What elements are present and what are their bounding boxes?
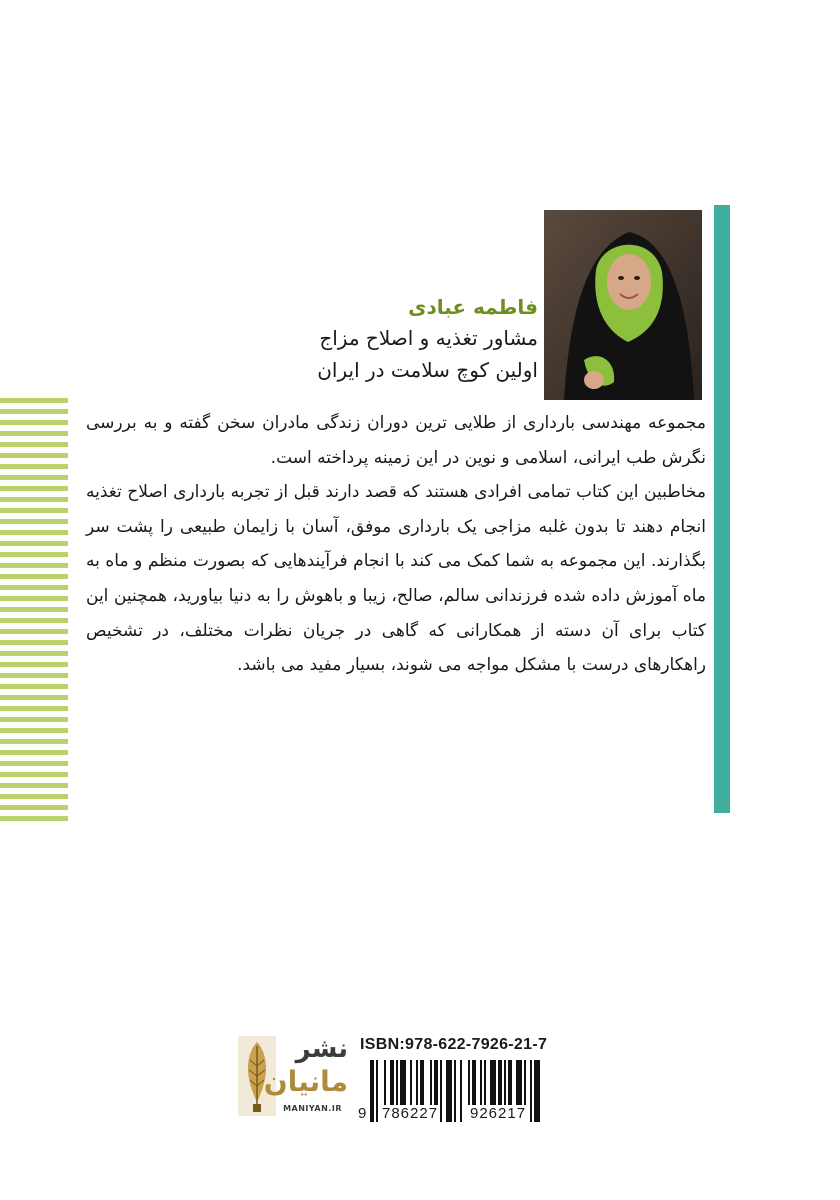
description-paragraph-2: مخاطبین این کتاب تمامی افرادی هستند که قصد دارند قبل از تجربه بارداری اصلاح تغذیه انجام دهند تا بدون غلبه مزاجی یک بارداری موفق، آسان با زایمان طبیعی را پشت سر بگذارند. این مجموعه به شما کمک می کند با انجام فرآیندهایی که بصورت منظم و ماه به ماه آموزش داده شده فرزندانی سالم، صالح، زیبا و باهوش را به دنیا بیاورید، همچنین این کتاب برای آن دسته از همکارانی که گاهی در جریان نظرات مختلف، در تشخیص راهکارهای درست با مشکل مواجه می شوند، بسیار مفید می باشد.: [86, 482, 706, 676]
publisher-logo: [238, 1034, 348, 1122]
author-title: مشاور تغذیه و اصلاح مزاج: [319, 326, 538, 350]
barcode-bar: [446, 1060, 452, 1122]
publisher-name-bottom: مانیان: [263, 1065, 348, 1098]
barcode-digits-left: 786227: [382, 1105, 439, 1122]
publisher-name-top: نشر: [295, 1034, 348, 1064]
barcode-bar: [454, 1060, 456, 1122]
description-paragraph-1: مجموعه مهندسی بارداری از طلایی ترین دوران زندگی مادران سخن گفته و به بررسی نگرش طب ایرانی، اسلامی و نوین در این زمینه پرداخته است.: [86, 413, 706, 468]
author-subtitle: اولین کوچ سلامت در ایران: [317, 358, 538, 382]
barcode-bar: [440, 1060, 442, 1122]
publisher-url: MANIYAN.IR: [283, 1104, 342, 1113]
barcode-digits-right: 926217: [470, 1105, 527, 1122]
green-stripes-decoration: [0, 398, 68, 822]
barcode-bar: [376, 1060, 378, 1122]
barcode-bar: [530, 1060, 532, 1122]
author-name: فاطمه عبادی: [408, 295, 538, 319]
barcode-bar: [370, 1060, 374, 1122]
barcode-digit-first: 9: [358, 1105, 368, 1122]
book-description: [86, 406, 706, 683]
isbn-label: ISBN:978-622-7926-21-7: [360, 1036, 548, 1053]
teal-accent-bar: [714, 205, 730, 813]
barcode-bar: [460, 1060, 462, 1122]
barcode-bar: [534, 1060, 540, 1122]
author-block: [317, 292, 538, 386]
author-photo: [544, 210, 702, 400]
